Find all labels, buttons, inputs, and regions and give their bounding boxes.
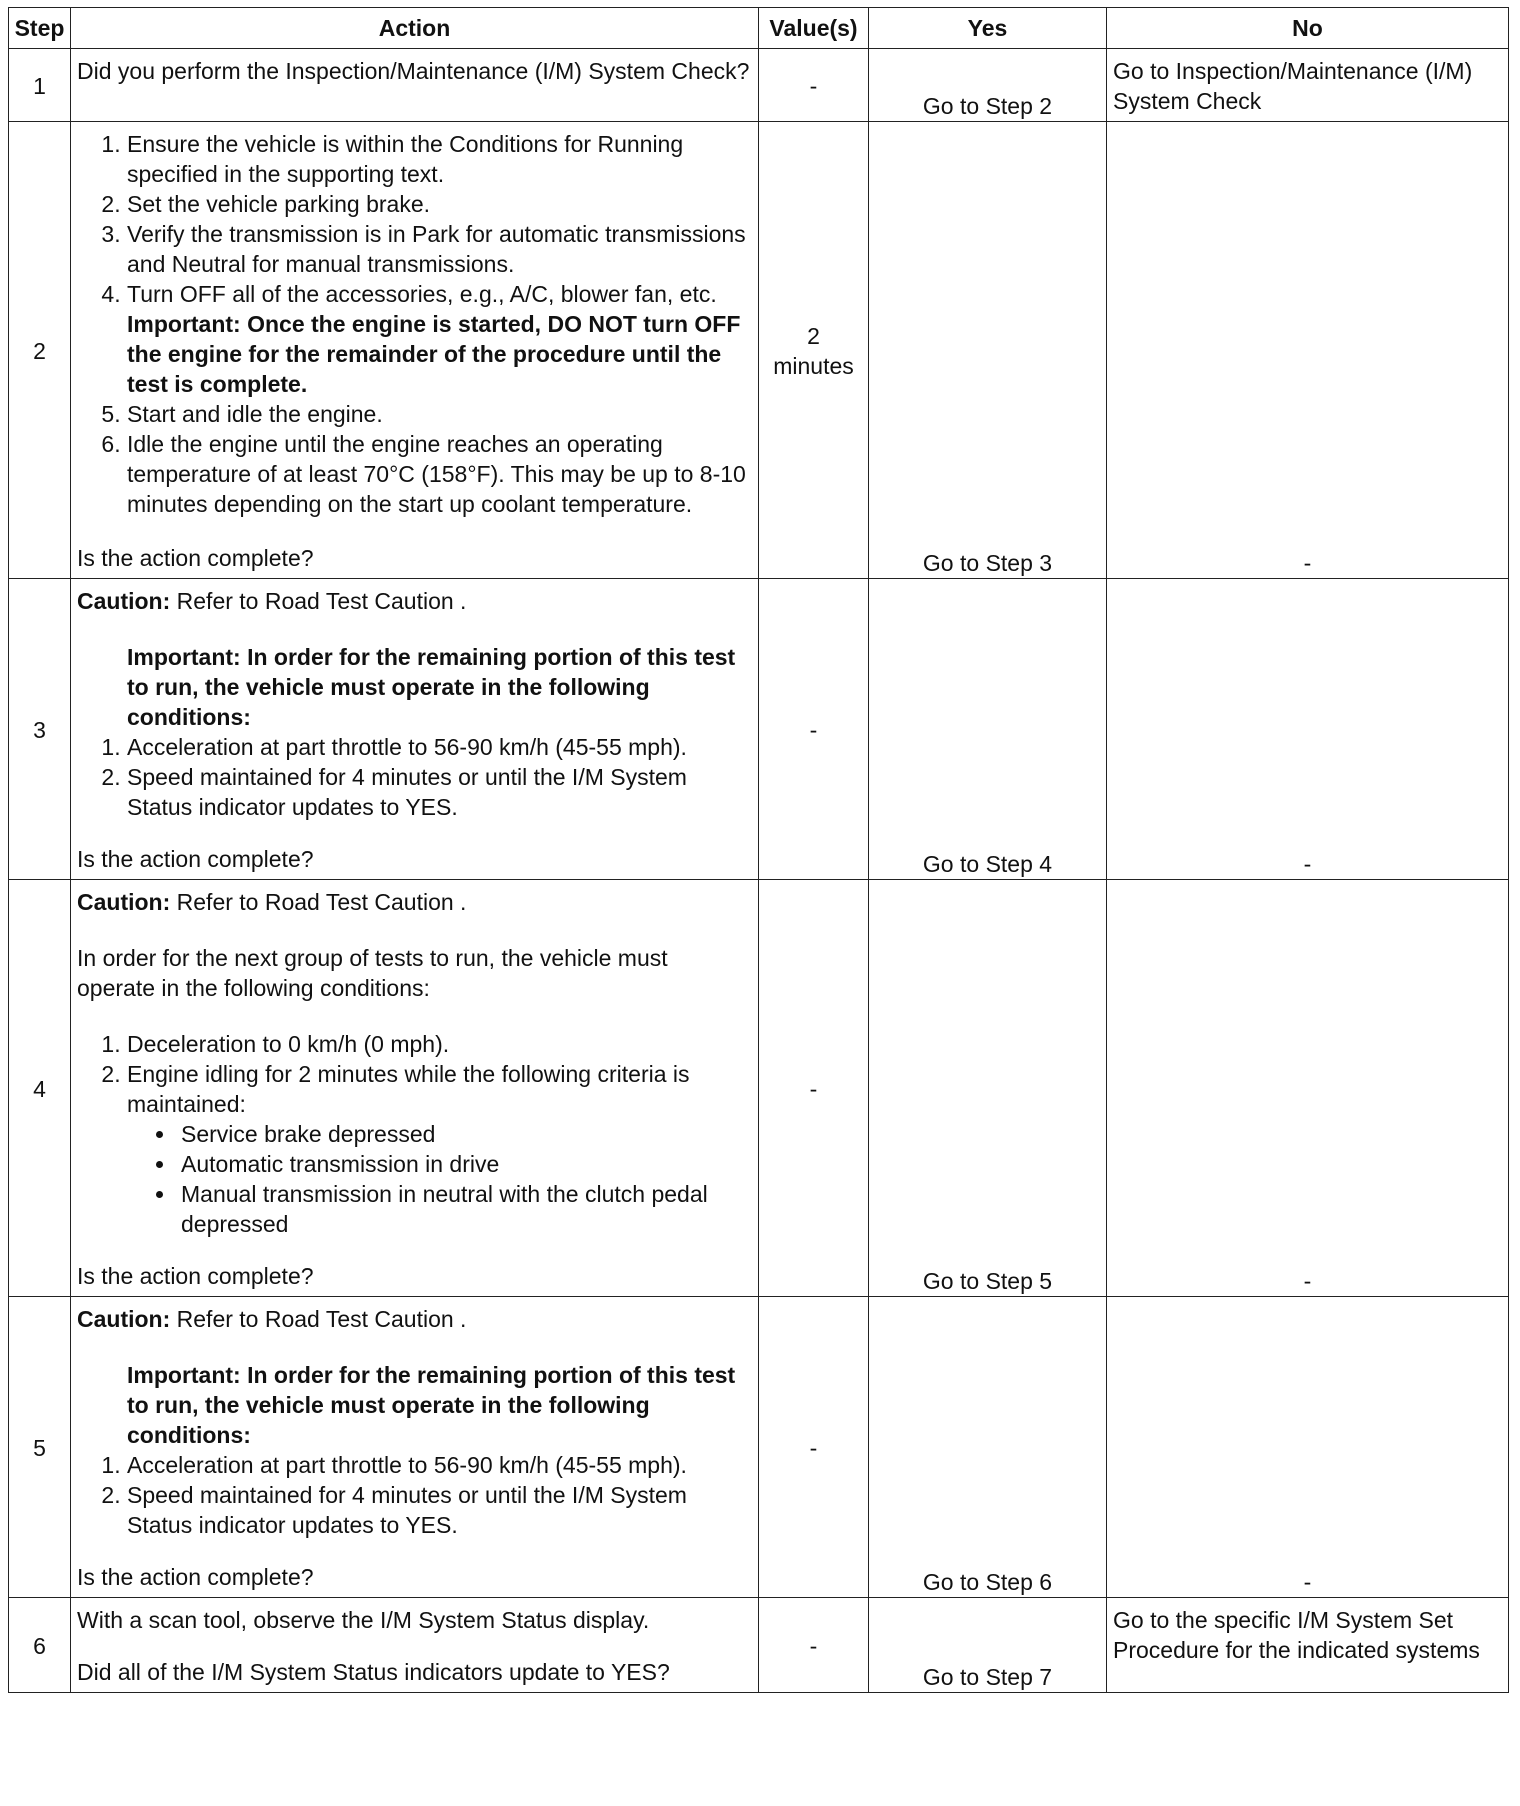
diagnostic-table [8,7,1509,1693]
important-note: Important: Once the engine is started, DO NOT turn OFF the engine for the remainder of the procedure until the test is complete. [127,311,741,397]
table-row-step-3 [9,579,1509,880]
action-cell [71,49,759,122]
list-item: 2. Speed maintained for 4 minutes or until the I/M System Status indicator updates to YES. [127,1480,752,1540]
caution-link[interactable]: Refer to Road Test Caution . [170,889,467,915]
table-row-step-4 [9,880,1509,1297]
caution-line [77,887,752,917]
question-text: Is the action complete? [77,545,314,571]
header-values: Value(s) [759,8,869,49]
yes-link[interactable]: Go to Step 4 [869,579,1107,880]
step-number: 5 [9,1297,71,1598]
value-unit: minutes [773,353,854,379]
list-item: 2. Set the vehicle parking brake. [127,189,752,219]
step-number: 1 [9,49,71,122]
yes-link[interactable]: Go to Step 3 [869,122,1107,579]
list-item: 1. Acceleration at part throttle to 56-90 km/h (45-55 mph). [127,1450,752,1480]
list-item [127,1059,752,1239]
caution-label: Caution: [77,1306,171,1332]
list-item-text: Turn OFF all of the accessories, e.g., A/C, blower fan, etc. [127,281,717,307]
caution-label: Caution: [77,889,171,915]
yes-link[interactable]: Go to Step 6 [869,1297,1107,1598]
question-text: Is the action complete? [77,1564,314,1590]
action-cell [71,579,759,880]
no-link[interactable]: Go to the specific I/M System Set Procedure for the indicated systems [1107,1598,1509,1693]
value-cell: - [759,880,869,1297]
caution-link[interactable]: Refer to Road Test Caution . [170,588,467,614]
header-action: Action [71,8,759,49]
yes-link[interactable]: Go to Step 7 [869,1598,1107,1693]
yes-link[interactable]: Go to Step 5 [869,880,1107,1297]
value-number: 2 [807,323,820,349]
action-cell [71,880,759,1297]
no-link[interactable]: Go to Inspection/Maintenance (I/M) System Check [1107,49,1509,122]
action-text: With a scan tool, observe the I/M System Status display. [77,1607,650,1633]
list-item: 5. Start and idle the engine. [127,399,752,429]
bullet-list [127,1119,752,1239]
header-step: Step [9,8,71,49]
action-text: Did you perform the Inspection/Maintenance (I/M) System Check? [77,58,750,84]
caution-label: Caution: [77,588,171,614]
header-row [9,8,1509,49]
list-item: 3. Verify the transmission is in Park for automatic transmissions and Neutral for manual transmissions. [127,219,752,279]
header-no: No [1107,8,1509,49]
list-item: 2. Speed maintained for 4 minutes or until the I/M System Status indicator updates to YES. [127,762,752,822]
action-list [77,1450,752,1540]
step-number: 3 [9,579,71,880]
action-list [77,1029,752,1239]
no-cell: - [1107,122,1509,579]
bullet-item: • Manual transmission in neutral with the clutch pedal depressed [177,1179,752,1239]
bullet-item: • Automatic transmission in drive [177,1149,752,1179]
table-row-step-6 [9,1598,1509,1693]
no-cell: - [1107,1297,1509,1598]
table-row-step-1 [9,49,1509,122]
header-yes: Yes [869,8,1107,49]
question-text: Did all of the I/M System Status indicators update to YES? [77,1659,670,1685]
important-note: Important: In order for the remaining portion of this test to run, the vehicle must operate in the following conditions: [127,1362,736,1448]
step-number: 2 [9,122,71,579]
value-cell [759,122,869,579]
list-item [127,279,752,399]
intro-text: In order for the next group of tests to run, the vehicle must operate in the following conditions: [77,945,668,1001]
value-cell: - [759,1598,869,1693]
no-cell: - [1107,579,1509,880]
bullet-item: • Service brake depressed [177,1119,752,1149]
action-list [77,129,752,519]
action-cell [71,1297,759,1598]
step-number: 4 [9,880,71,1297]
list-item: 1. Ensure the vehicle is within the Conditions for Running specified in the supporting text. [127,129,752,189]
action-list [77,732,752,822]
yes-link[interactable]: Go to Step 2 [869,49,1107,122]
value-cell: - [759,49,869,122]
table-row-step-5 [9,1297,1509,1598]
list-item: 1. Acceleration at part throttle to 56-90 km/h (45-55 mph). [127,732,752,762]
list-item: 6. Idle the engine until the engine reaches an operating temperature of at least 70°C (158°F). This may be up to 8-10 minutes depending on the start up coolant temperature. [127,429,752,519]
no-cell: - [1107,880,1509,1297]
step-number: 6 [9,1598,71,1693]
important-note: Important: In order for the remaining portion of this test to run, the vehicle must operate in the following conditions: [127,644,736,730]
action-cell [71,1598,759,1693]
question-text: Is the action complete? [77,846,314,872]
caution-line [77,1304,752,1334]
caution-link[interactable]: Refer to Road Test Caution . [170,1306,467,1332]
question-text: Is the action complete? [77,1263,314,1289]
caution-line [77,586,752,616]
list-item: 1. Deceleration to 0 km/h (0 mph). [127,1029,752,1059]
table-row-step-2 [9,122,1509,579]
list-item-text: Engine idling for 2 minutes while the following criteria is maintained: [127,1061,690,1117]
value-cell: - [759,579,869,880]
action-cell [71,122,759,579]
value-cell: - [759,1297,869,1598]
